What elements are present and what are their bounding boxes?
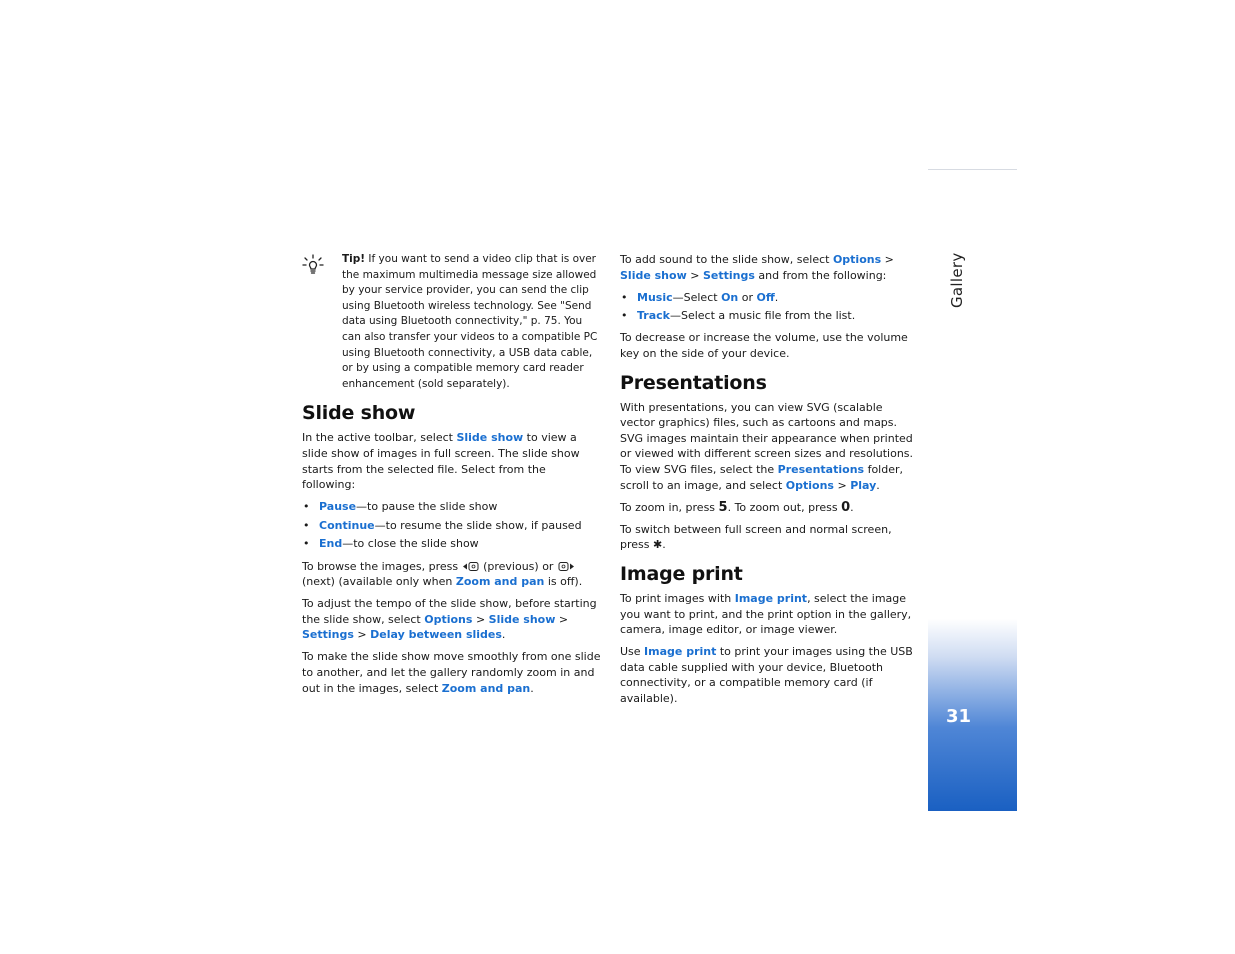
image-print-link: Image print [734,591,808,605]
volume-paragraph: To decrease or increase the volume, use the volume key on the side of your device. [620,331,908,360]
text: or [738,290,757,304]
slideshow-heading: Slide show [302,402,416,425]
tip-text: If you want to send a video clip that is over the maximum multimedia message size allowed by your service provider, you can send the clip using Bluetooth wireless technology. See "Send data using Bluetooth connectivity," p. 75. You can also transfer your videos to a compatible PC using Bluetooth connectivity, a USB data cable, or by using a compatible memory card reader enhancement (sold separately). [342,253,598,390]
settings-link: Settings [702,268,755,282]
text: . [876,478,880,492]
lightbulb-icon [302,254,324,276]
options-link: Options [832,253,882,266]
text: In the active toolbar, select [302,431,457,445]
settings-link: Settings [302,628,354,642]
text: —to resume the slide show, if paused [374,518,582,532]
text: —to close the slide show [342,537,479,551]
text: To adjust the tempo of the slide show, before starting the slide show, select [302,597,597,626]
text: —to pause the slide show [356,500,498,514]
pause-term: Pause [319,500,357,514]
slideshow-link: Slide show [488,612,556,626]
options-link: Options [785,478,834,492]
text: (next) (available only when [302,575,456,589]
list-item [620,308,920,324]
zoom-and-pan-link: Zoom and pan [441,681,531,695]
text: To browse the images, press [302,559,462,573]
text: —Select [672,290,722,304]
scroll-left-key-icon [462,561,480,572]
text: . [501,628,506,642]
slideshow-link: Slide show [456,431,524,445]
track-term: Track [637,309,670,323]
text: . [850,500,854,514]
off-option: Off [756,290,775,304]
text: Use [620,645,645,659]
separator: > [686,268,703,282]
text: With presentations, you can view SVG (scalable vector graphics) files, such as cartoons and maps. SVG images maintain their appearance when printed or viewed with different screen sizes and resolutions. To view SVG files, select the [620,400,914,476]
separator: > [881,253,894,266]
browse-paragraph [302,559,602,590]
text: To switch between full screen and normal screen, press [620,522,892,552]
page-number: 31 [946,706,972,727]
separator: > [833,478,851,492]
separator: > [472,612,489,626]
tip-label: Tip! [342,253,366,265]
image-print-link: Image print [644,645,717,659]
text: , select the image you want to print, and the print option in the gallery, camera, image editor, or image viewer. [620,591,912,637]
text: . To zoom out, press [727,500,842,514]
text: To zoom in, press [620,500,719,514]
sound-options-list [620,290,920,324]
list-item [620,290,920,306]
presentations-paragraph [620,400,920,494]
text: and from the following: [754,268,887,282]
presentations-heading: Presentations [620,371,767,394]
end-term: End [319,537,343,551]
tip-box [302,252,602,392]
text: —Select a music file from the list. [669,309,856,323]
presentations-folder-link: Presentations [777,462,865,476]
smooth-paragraph [302,649,602,696]
text: is off). [544,575,583,589]
delay-between-slides-link: Delay between slides [370,628,502,642]
section-sidebar [928,169,1017,811]
section-label: Gallery [948,252,966,308]
slideshow-intro [302,430,602,492]
text: To add sound to the slide show, select [620,253,833,266]
left-column [302,252,602,703]
tempo-paragraph [302,596,602,643]
text: . [662,538,666,552]
list-item [302,536,602,552]
star-key-icon: ✱ [653,538,663,552]
text: . [530,681,534,695]
on-option: On [721,290,739,304]
key-5-icon: 5 [718,499,728,515]
separator: > [555,612,569,626]
slideshow-options-list [302,499,602,552]
text: folder, scroll to an image, and select [620,462,904,492]
sound-paragraph [620,252,920,283]
key-0-icon: 0 [841,499,851,515]
music-term: Music [637,290,673,304]
zoom-and-pan-link: Zoom and pan [455,575,545,589]
list-item [302,518,602,534]
play-link: Play [850,478,877,492]
zoom-paragraph [620,500,920,516]
right-column [620,252,920,713]
text: To make the slide show move smoothly from one slide to another, and let the gallery randomly zoom in and out in the images, select [302,650,601,695]
text: . [774,290,779,304]
slideshow-link: Slide show [620,268,687,282]
imageprint-heading: Image print [620,562,743,585]
imageprint-paragraph-1 [620,591,920,638]
separator: > [353,628,371,642]
continue-term: Continue [319,518,375,532]
text: to view a slide show of images in full screen. The slide show starts from the selected file. Select from the following: [302,431,580,492]
text: to print your images using the USB data cable supplied with your device, Bluetooth connectivity, or a compatible memory card (if available). [620,645,913,705]
text: To print images with [620,591,735,605]
list-item [302,499,602,515]
options-link: Options [424,612,473,626]
text: (previous) or [479,559,557,573]
imageprint-paragraph-2 [620,644,920,706]
switch-paragraph [620,522,920,553]
scroll-right-key-icon [557,561,575,572]
